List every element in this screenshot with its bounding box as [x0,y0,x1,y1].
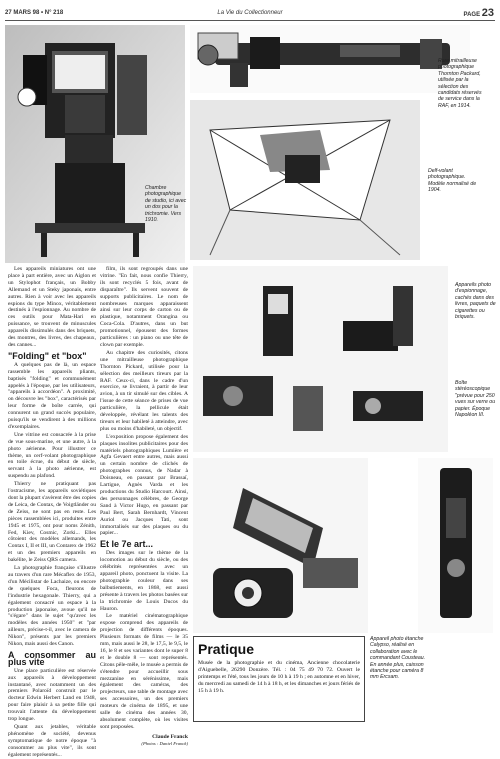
article-column-2 [100,266,188,746]
paragraph: Une vitrine est consacrée à la prise de vue sous-marine, et une autre, à la photo aérienne. Pour illustrer ce thème, un cerf-volant photographique en toile écrue, du début de siècle, servant à la photo aérienne, est suspendu au plafond. [8,431,96,480]
caption-spy-cameras: Appareils photo d'espionnage, cachés dans des livres, paquets de cigarettes ou briquets. [455,282,496,321]
caption-stereo-box: Boîte stéréoscopique "prévue pour 250 vues sur verre ou papier. Époque Napoléon III. [455,380,496,419]
photo-calypso-camera [418,458,493,633]
caption-kite-camera: Delf-volant photographique. Modèle normalisé de 1904. [428,168,477,194]
pratique-body: Musée de la photographie et du cinéma, Ancienne chocolaterie d'Aiguebelle, 26290 Donzère. Tél. : 04 75 49 70 72. Ouvert le printemps et l'été, tous les jours de 10 h à 19 h ; en automne et en hiver, du mercredi au samedi de 14 h à 18 h, et les dimanches et jours fériés de 15 h à 19 h. [198,660,361,694]
article-column-1 [8,266,96,758]
paragraph: A quelques pas de là, un espace rassemble les appareils pliants, baptisés "folding" et communément appelés à l'époque, par les utilisateurs, "appareils à accordéon". A proximité, on découvre les "box", caractérisés par leur forme de boîte carrée, qui connurent un grand succès populaire, puisqu'ils se vendirent à des millions d'exemplaires. [8,361,96,430]
author-signature: Claude Franck [152,733,188,740]
issue-date: 27 MARS 98 • N° 218 [5,10,64,16]
caption-calypso: Appareil photo étanche Calypso, réalisé en collaboration avec le commandant Cousteau. En année plus, caisson étanche pour caméra 8 mm Ercsam. [370,636,426,681]
photo-studio-camera [5,25,185,263]
paragraph: Les appareils miniatures ont une place à part entière, avec un Aiglon et un Stylophot français, un Bobby Allemand et un Steky japonais, entre autres. Rien à voir avec les appareils espions du type Minox, véritablement destinés à l'espionnage. Au nombre de ces outils pour Mata-Hari en puissance, se trouvent de minuscules appareils dissimulés dans des briquets, des montres, des livres, des chapeaux, des cannes... [8,266,96,348]
photo-underwater-camera [193,458,368,633]
photo-credit: (Photos : Daniel Franck) [141,740,188,746]
caption-studio-camera: Chambre photographique de studio, ici avec un dos pour la trichromie. Vers 1910. [145,185,187,224]
paragraph: Une place particulière est réservée aux appareils à développement instantané, avec notamment un des premiers Polaroïd construit par le docteur Edwin Herbert Land en 1948, pour faire plaisir à sa petite fille qui trouvait l'attente du développement trop longue. [8,667,96,723]
caption-machine-gun-camera: Rare mitrailleuse photographique Thornton Packard, utilisée par la sélection des candidats réservés de service dans la RAF, en 1914. [438,58,482,109]
page-number: PAGE 23 [463,7,494,19]
pratique-title: Pratique [198,641,255,657]
paragraph: Des images sur le thème de la locomotion au début du siècle, ou des célébrités représentées avec un appareil photo, ponctuent la visite. La photographie couleur dans ses balbutiements, en 1868, est aussi présente à travers les photos basées sur la trichromie de Louis Ducos du Hauron. [100,550,188,612]
paragraph: L'exposition propose également des plaques insolites publicitaires pour des matériels photographiques Lumière et Agfa Gevaert entre autres, mais aussi un certain nombre de clichés de photographes connus, de Nadar à Doisneau, en passant par Brassaï, Lartigue, Agnès Varda et les productions du Studio Harcourt. Ainsi, des personnages célèbres, de George Sand à Victor Hugo, en passant par Paul Bert, Sarah Bernhardt, Vincent Auriol ou Jacques Tati, sont immortalisés sur des plaques ou du papier... [100,433,188,537]
subheading-consommer: A consommer au plus vite [8,649,96,667]
paragraph: Thierry ne pratiquant pas l'ostracisme, les appareils soviétiques dont la plupart s'avèrent être des copies de Leica, de Contax, de Voigtländer ou de Zeiss, ne sont pas en reste. Les pièces rassemblées ici, produites entre 1945 et 1975, ont pour noms Zénith, Fed, Kiev, Cosmic, Zorki... Elles côtoient des modèles allemands, les Contax I, II et III, un Contarex de 1962 et un des premiers appareils en bakélite, le Zeiss QRS camera. [8,481,96,564]
pratique-box [193,636,365,722]
paragraph: Le matériel cinématographique expose comprend des appareils de projection de différents époques. Plusieurs formats de films — le 35 mm, mais aussi le 28, le 17,5, le 9,5, le 16, le 8 et ses variantes dont le super 8 et le double 8 — sont représentés. Citons pêle-mêle, le musée a permis de s'étendre pour accueillir sous mezzanine en sérénissime, mais également des caméras, des projecteurs, une table de montage avec ses accessoires, un des premiers moteurs de cinéma de 1895, et une salle de cinéma des années 30, absolument complète, où les visites sont proposées. [100,613,188,730]
paragraph: Quant aux jetables, véritable phénomène de société, devenus symptomatique de notre époque "à consommer au plus vite", ils sont également représentés... [8,724,96,758]
journal-name: La Vie du Collectionneur [217,10,283,16]
paragraph: La photographie française s'illustre au travers d'un rare Mécaflex de 1953, d'un Mécilistar de Lachaize, ou encore de quelques Foca, fleurons de l'industrie hexagonale. Thierry, qui a également consacré un espace à la production japonaise, avoue qu'il ne "s'égare" dans le sujet "qu'avec les modèles des années 1950" et "par ailleurs, précise-t-il, avec le camera de Nikon", présents par les premiers Nikon, mais aussi des Canon. [8,565,96,648]
header-rule [5,20,495,21]
paragraph: Au chapitre des curiosités, citons une mitrailleuse photographique Thornton Pickard, utilisée pour la sélection des meilleurs tireurs par la RAF. Ceux-ci, dans le cadre d'un exercice, se livraient, à partir de leur avion, à un tir simulé sur des cibles. A l'issue de cette séance de prises de vue particulière, la pellicule était développée, révélant les talents des tireurs et leur habileté à atteindre, avec plus ou moins d'habileté, un objectif. [100,349,188,432]
page-header [0,5,500,19]
subheading-folding: "Folding" et "box" [8,350,87,361]
photo-machine-gun-camera [190,25,470,93]
paragraph: film, ils sont regroupés dans une vitrine. "En fait, nous confie Thierry, ils sont recyclés 5 fois, avant de disparaître". Ils servent souvent de supports publicitaires. Le nom de nombreuses marques apparaissent ainsi sur leur corps de carton ou de plastique, notamment Orangina ou Coca-Cola. D'autres, dans un but promotionnel, épousent des formes particulières : un piano ou une tête de clown par exemple. [100,266,188,348]
photo-spy-cameras [193,266,448,452]
photo-kite-camera [190,100,420,260]
subheading-7e-art: Et le 7e art... [100,539,154,550]
